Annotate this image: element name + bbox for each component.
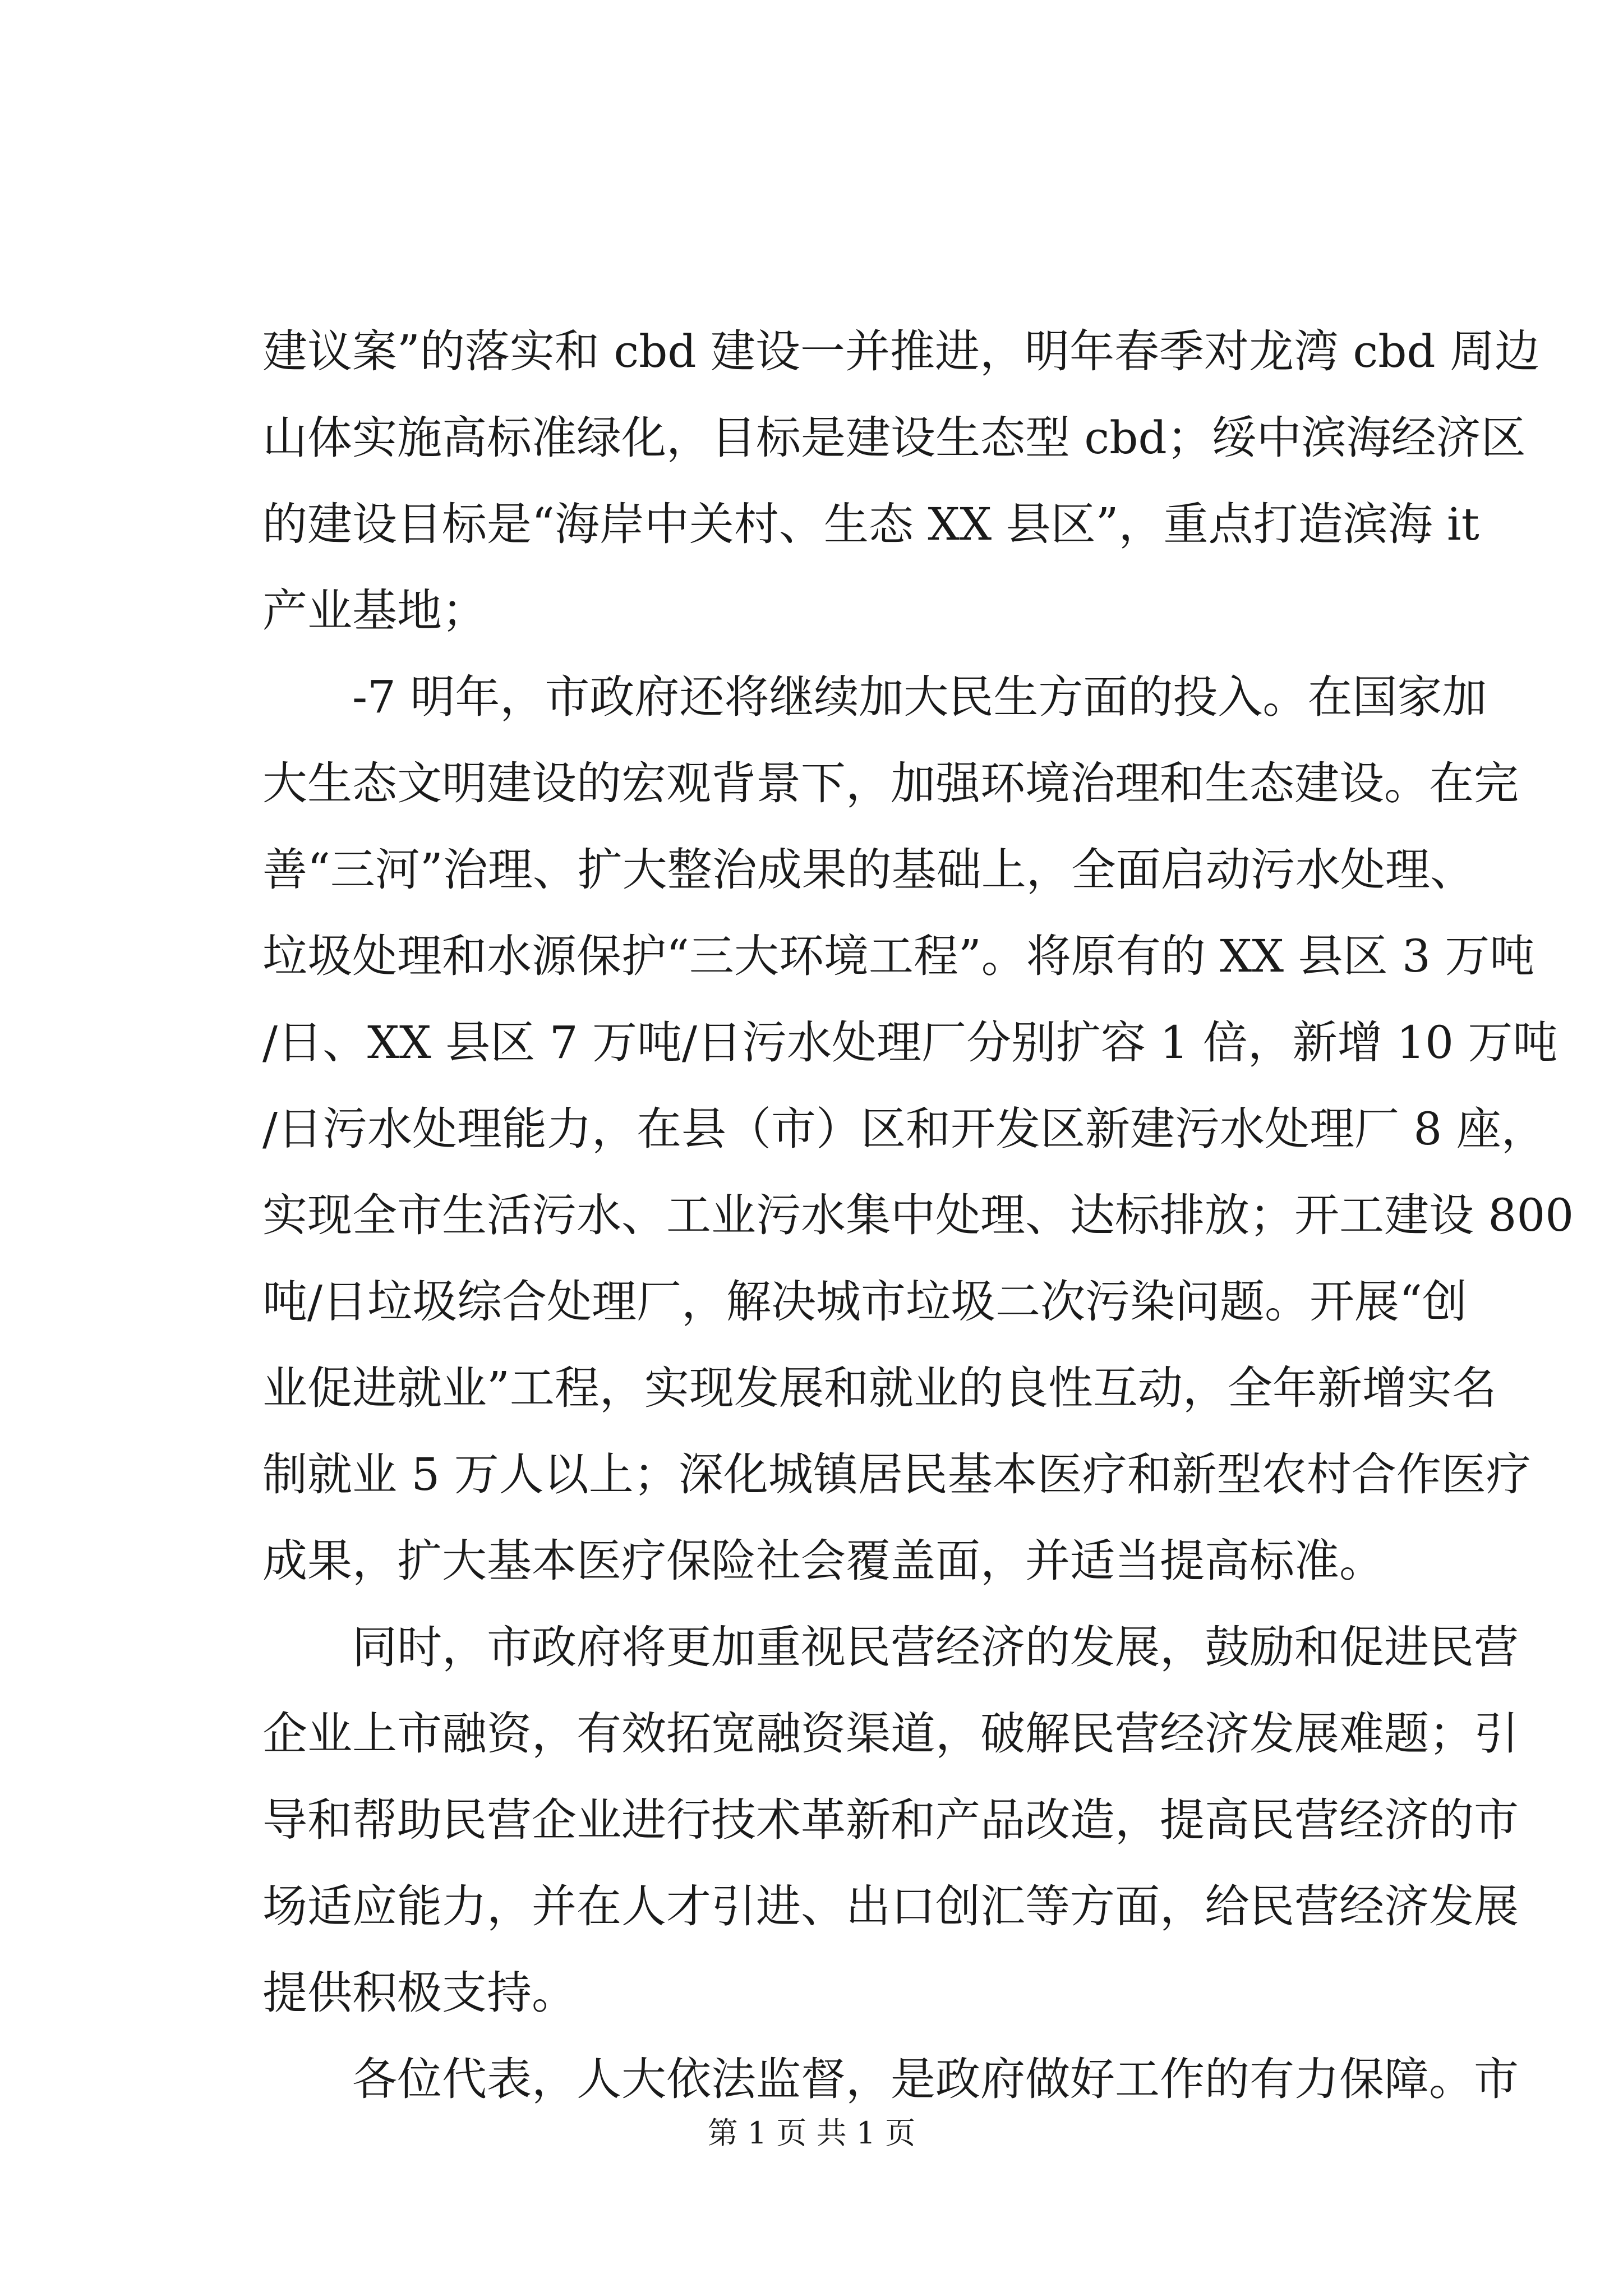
text-line-12: 吨/日垃圾综合处理厂，解决城市垃圾二次污染问题。开展“创 xyxy=(262,1276,1467,1328)
page-footer: 第 1 页 共 1 页 xyxy=(707,2115,916,2151)
text-line-14: 制就业 5 万人以上；深化城镇居民基本医疗和新型农村合作医疗 xyxy=(262,1448,1531,1501)
document-body xyxy=(262,309,1574,2123)
text-line-7: 善“三河”治理、扩大整治成果的基础上，全面启动污水处理、 xyxy=(262,844,1475,896)
text-line-17: 企业上市融资，有效拓宽融资渠道，破解民营经济发展难题；引 xyxy=(262,1708,1519,1760)
text-line-18: 导和帮助民营企业进行技术革新和产品改造，提高民营经济的市 xyxy=(262,1794,1519,1846)
text-line-1: 建议案”的落实和 cbd 建设一并推进，明年春季对龙湾 cbd 周边 xyxy=(262,325,1540,378)
text-line-13: 业促进就业”工程，实现发展和就业的良性互动，全年新增实名 xyxy=(262,1362,1497,1414)
text-line-19: 场适应能力，并在人才引进、出口创汇等方面，给民营经济发展 xyxy=(262,1880,1519,1932)
text-line-11: 实现全市生活污水、工业污水集中处理、达标排放；开工建设 800 xyxy=(262,1189,1574,1241)
paragraph-start-line-5: -7 明年，市政府还将继续加大民生方面的投入。在国家加 xyxy=(352,671,1487,723)
text-line-3: 的建设目标是“海岸中关村、生态 XX 县区”，重点打造滨海 it xyxy=(262,498,1479,550)
text-line-20: 提供积极支持。 xyxy=(262,1967,577,2019)
text-line-15: 成果，扩大基本医疗保险社会覆盖面，并适当提高标准。 xyxy=(262,1535,1384,1587)
paragraph-start-line-21: 各位代表，人大依法监督，是政府做好工作的有力保障。市 xyxy=(352,2053,1519,2105)
text-line-10: /日污水处理能力，在县（市）区和开发区新建污水处理厂 8 座， xyxy=(262,1103,1546,1155)
text-line-9: /日、XX 县区 7 万吨/日污水处理厂分别扩容 1 倍，新增 10 万吨 xyxy=(262,1016,1558,1069)
text-line-8: 垃圾处理和水源保护“三大环境工程”。将原有的 XX 县区 3 万吨 xyxy=(262,930,1535,982)
text-line-6: 大生态文明建设的宏观背景下，加强环境治理和生态建设。在完 xyxy=(262,757,1519,809)
text-line-4: 产业基地； xyxy=(262,585,487,637)
paragraph-start-line-16: 同时，市政府将更加重视民营经济的发展，鼓励和促进民营 xyxy=(352,1621,1519,1673)
text-line-2: 山体实施高标准绿化，目标是建设生态型 cbd；绥中滨海经济区 xyxy=(262,412,1526,464)
